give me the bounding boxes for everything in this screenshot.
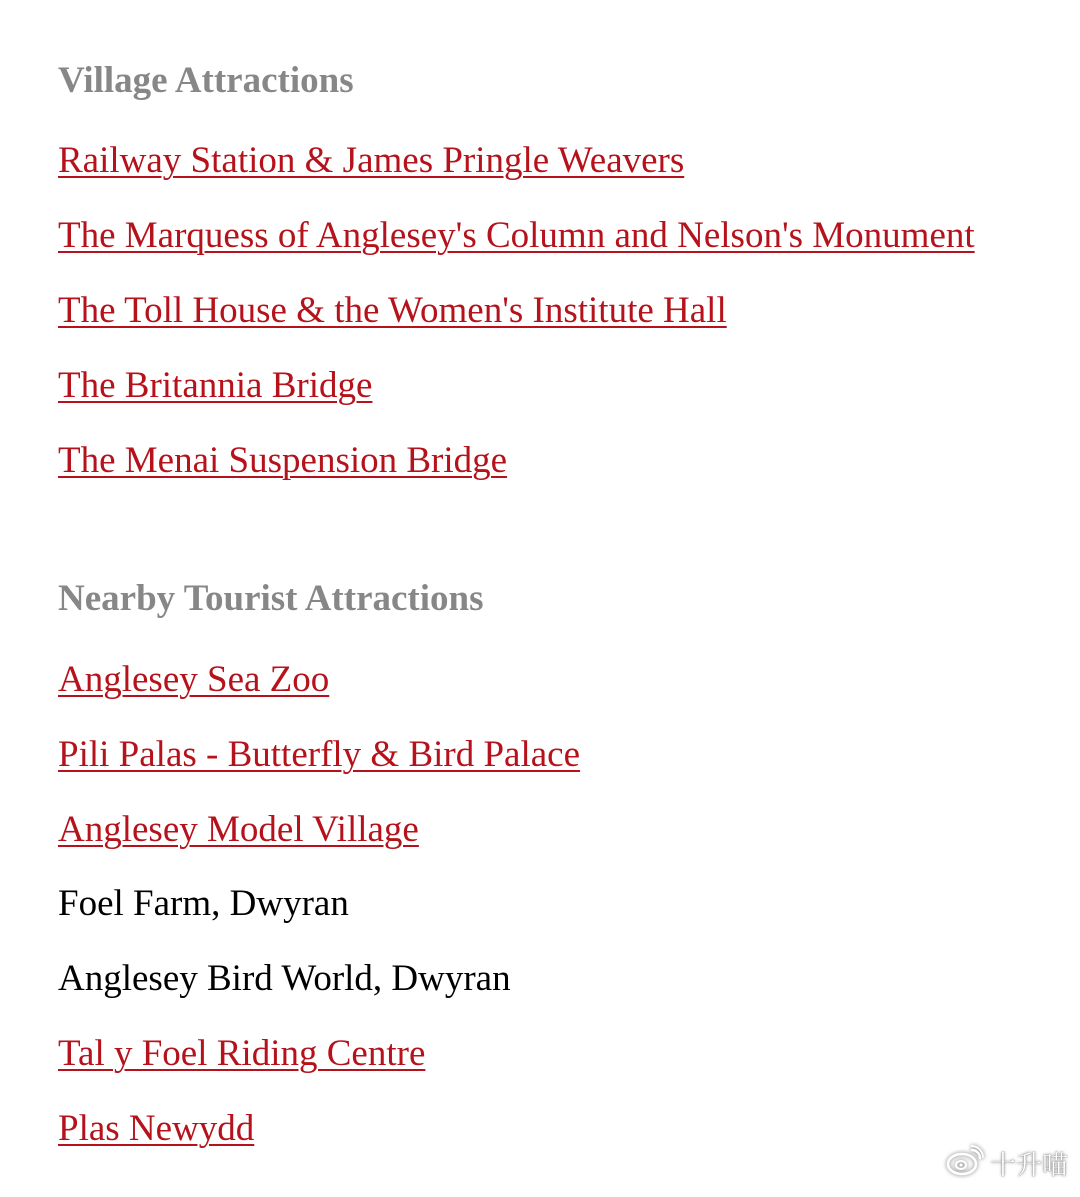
link-menai-suspension-bridge[interactable]: The Menai Suspension Bridge xyxy=(58,440,508,481)
link-anglesey-sea-zoo[interactable]: Anglesey Sea Zoo xyxy=(58,659,330,700)
section-heading-nearby-attractions: Nearby Tourist Attractions xyxy=(58,578,484,619)
watermark-text: 十升喵 xyxy=(989,1151,1068,1181)
link-railway-station[interactable]: Railway Station & James Pringle Weavers xyxy=(58,140,685,181)
link-marquess-column[interactable]: The Marquess of Anglesey's Column and Nelson's Monument xyxy=(58,215,975,256)
link-toll-house[interactable]: The Toll House & the Women's Institute Hall xyxy=(58,290,727,331)
text-foel-farm: Foel Farm, Dwyran xyxy=(58,883,349,924)
link-tal-y-foel-riding-centre[interactable]: Tal y Foel Riding Centre xyxy=(58,1033,426,1074)
link-britannia-bridge[interactable]: The Britannia Bridge xyxy=(58,365,373,406)
section-heading-village-attractions: Village Attractions xyxy=(58,60,354,101)
weibo-icon xyxy=(946,1144,984,1183)
watermark xyxy=(946,1144,1068,1183)
link-pili-palas[interactable]: Pili Palas - Butterfly & Bird Palace xyxy=(58,734,581,775)
link-plas-newydd[interactable]: Plas Newydd xyxy=(58,1108,255,1149)
text-anglesey-bird-world: Anglesey Bird World, Dwyran xyxy=(58,958,511,999)
link-anglesey-model-village[interactable]: Anglesey Model Village xyxy=(58,809,419,850)
